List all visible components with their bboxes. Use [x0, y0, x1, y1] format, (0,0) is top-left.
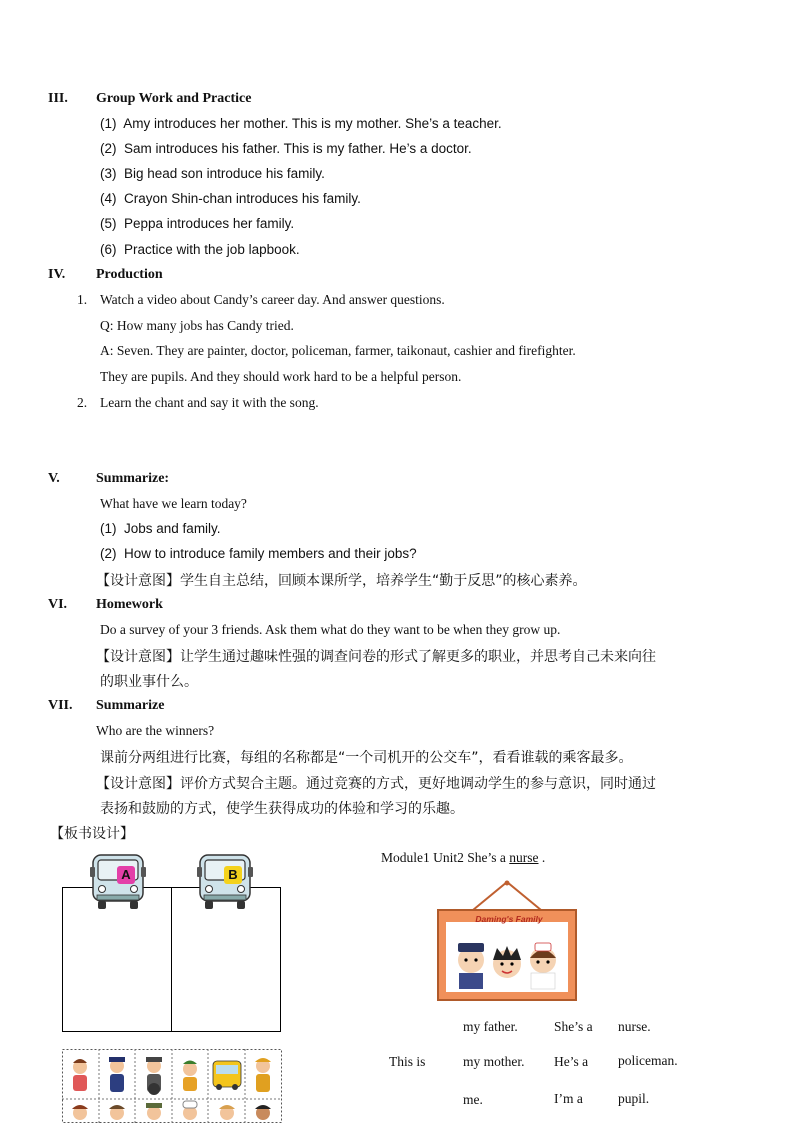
design-note: 【设计意图】学生自主总结，回顾本课所学，培养学生“勤于反思”的核心素养。: [96, 573, 587, 589]
job-cards-image: [62, 1049, 282, 1123]
section-number: VI.: [48, 597, 68, 612]
design-note: 【设计意图】让学生通过趣味性强的调查问卷的形式了解更多的职业，并思考自己未来向往: [96, 649, 656, 665]
section-number: III.: [48, 91, 68, 106]
section-title: Group Work and Practice: [96, 91, 252, 106]
board-heading: 【板书设计】: [50, 826, 134, 842]
board-word: nurse.: [618, 1019, 651, 1034]
list-number: 2.: [77, 395, 88, 410]
question-text: Who are the winners?: [96, 723, 215, 738]
section-title: Summarize:: [96, 471, 170, 486]
section-title: Production: [96, 267, 163, 282]
list-item: (3) Big head son introduce his family.: [100, 166, 325, 181]
list-item: (2) How to introduce family members and their jobs?: [100, 546, 417, 561]
board-bottom-line: [62, 1031, 281, 1032]
board-word: He’s a: [554, 1054, 589, 1069]
board-middle-line: [171, 887, 172, 1032]
board-word: She’s a: [554, 1019, 593, 1034]
list-item: (6) Practice with the job lapbook.: [100, 242, 300, 257]
answer-text: They are pupils. And they should work hard to be a helpful person.: [100, 369, 462, 384]
answer-text: A: Seven. They are painter, doctor, policeman, farmer, taikonaut, cashier and firefighter.: [100, 343, 576, 358]
section-title: Summarize: [96, 698, 165, 713]
board-word: pupil.: [618, 1091, 650, 1106]
board-word: my mother.: [463, 1054, 525, 1069]
list-item: Learn the chant and say it with the song.: [100, 395, 319, 410]
board-right-line: [280, 887, 281, 1032]
board-word: me.: [463, 1092, 483, 1107]
list-item: (1) Amy introduces her mother. This is my mother. She’s a teacher.: [100, 116, 502, 131]
section-number: IV.: [48, 267, 66, 282]
question-text: Q: How many jobs has Candy tried.: [100, 318, 294, 333]
list-item: (2) Sam introduces his father. This is my father. He’s a doctor.: [100, 141, 472, 156]
board-title: Module1 Unit2 She’s a nurse .: [381, 850, 546, 865]
board-left-line: [62, 887, 63, 1032]
design-note: 【设计意图】评价方式契合主题。通过竞赛的方式，更好地调动学生的参与意识，同时通过: [96, 776, 656, 792]
board-word: I’m a: [554, 1091, 583, 1106]
board-word: This is: [389, 1054, 426, 1069]
design-note: 的职业事什么。: [100, 674, 198, 690]
question-text: What have we learn today?: [100, 496, 247, 511]
section-title: Homework: [96, 597, 163, 612]
homework-text: Do a survey of your 3 friends. Ask them what do they want to be when they grow up.: [100, 622, 561, 637]
competition-text: 课前分两组进行比赛，每组的名称都是“一个司机开的公交车”，看看谁载的乘客最多。: [100, 750, 633, 766]
section-number: VII.: [48, 698, 73, 713]
family-picture-frame: [433, 880, 581, 1004]
list-number: 1.: [77, 292, 88, 307]
board-word: policeman.: [618, 1053, 678, 1068]
board-word: my father.: [463, 1019, 518, 1034]
bus-a-label: A: [117, 866, 135, 884]
list-item: (4) Crayon Shin-chan introduces his family.: [100, 191, 361, 206]
bus-b-label: B: [224, 866, 242, 884]
frame-label: Daming's Family: [475, 914, 543, 924]
list-item: Watch a video about Candy’s career day. And answer questions.: [100, 292, 445, 307]
design-note: 表扬和鼓励的方式，使学生获得成功的体验和学习的乐趣。: [100, 801, 464, 817]
list-item: (5) Peppa introduces her family.: [100, 216, 295, 231]
list-item: (1) Jobs and family.: [100, 521, 221, 536]
section-number: V.: [48, 471, 60, 486]
